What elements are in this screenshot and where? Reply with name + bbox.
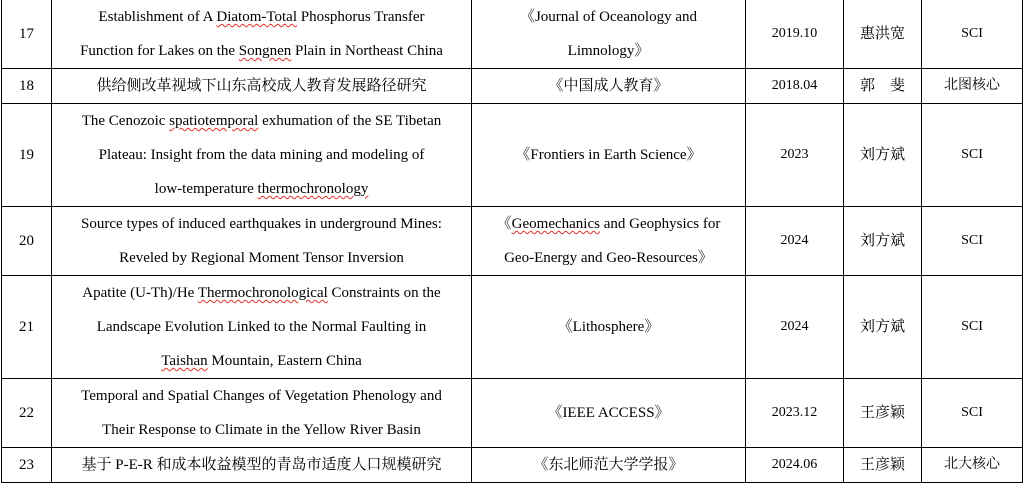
index-level: SCI	[922, 207, 1023, 276]
row-number: 22	[2, 379, 52, 448]
paper-title-line: Function for Lakes on the Songnen Plain in Northeast China	[80, 43, 443, 59]
author-name: 王彦颖	[844, 448, 922, 483]
table-row	[2, 104, 1023, 207]
paper-title-line: Reveled by Regional Moment Tensor Inversion	[119, 250, 404, 266]
paper-title-line: Temporal and Spatial Changes of Vegetation Phenology and	[81, 388, 442, 404]
journal-name-line: 《中国成人教育》	[548, 78, 669, 94]
row-number: 23	[2, 448, 52, 483]
index-level: SCI	[922, 104, 1023, 207]
table-row	[2, 276, 1023, 379]
table-row	[2, 0, 1023, 69]
publication-date: 2024	[746, 276, 844, 379]
index-level: SCI	[922, 0, 1023, 69]
journal-name-line: 《Journal of Oceanology and	[519, 9, 698, 25]
row-number: 18	[2, 69, 52, 104]
paper-title	[52, 69, 472, 104]
paper-title	[52, 104, 472, 207]
author-name: 王彦颖	[844, 379, 922, 448]
paper-title-line: Plateau: Insight from the data mining and modeling of	[98, 147, 425, 163]
journal-name	[472, 69, 746, 104]
table-row	[2, 69, 1023, 104]
paper-title	[52, 276, 472, 379]
paper-title-line: Establishment of A Diatom-Total Phosphorus Transfer	[98, 9, 425, 25]
row-number: 20	[2, 207, 52, 276]
journal-name-line: 《东北师范大学学报》	[533, 457, 684, 473]
index-level: SCI	[922, 276, 1023, 379]
author-name: 刘方斌	[844, 104, 922, 207]
journal-name	[472, 207, 746, 276]
row-number: 17	[2, 0, 52, 69]
publication-date: 2023.12	[746, 379, 844, 448]
journal-name	[472, 0, 746, 69]
author-name: 刘方斌	[844, 276, 922, 379]
journal-name	[472, 104, 746, 207]
journal-name	[472, 448, 746, 483]
publication-date: 2024	[746, 207, 844, 276]
paper-title-line: 供给侧改革视域下山东高校成人教育发展路径研究	[96, 78, 427, 94]
index-level: 北图核心	[922, 69, 1023, 104]
journal-name-line: 《Lithosphere》	[557, 319, 660, 335]
journal-name-line: Limnology》	[567, 43, 650, 59]
paper-title	[52, 207, 472, 276]
journal-name	[472, 276, 746, 379]
journal-name-line: 《IEEE ACCESS》	[547, 405, 670, 421]
publication-date: 2018.04	[746, 69, 844, 104]
paper-title-line: Landscape Evolution Linked to the Normal Faulting in	[96, 319, 427, 335]
index-level: SCI	[922, 379, 1023, 448]
paper-title-line: Taishan Mountain, Eastern China	[161, 353, 362, 369]
author-name: 刘方斌	[844, 207, 922, 276]
author-name: 惠洪宽	[844, 0, 922, 69]
table-row	[2, 379, 1023, 448]
paper-title	[52, 379, 472, 448]
paper-title-line: 基于 P-E-R 和成本收益模型的青岛市适度人口规模研究	[81, 457, 442, 473]
paper-title-line: The Cenozoic spatiotemporal exhumation of the SE Tibetan	[81, 113, 442, 129]
row-number: 21	[2, 276, 52, 379]
journal-name	[472, 379, 746, 448]
journal-name-line: Geo-Energy and Geo-Resources》	[504, 250, 713, 266]
author-name: 郭 斐	[844, 69, 922, 104]
paper-title-line: low-temperature thermochronology	[154, 181, 369, 197]
paper-title	[52, 448, 472, 483]
table-row	[2, 448, 1023, 483]
paper-title-line: Source types of induced earthquakes in underground Mines:	[81, 216, 442, 232]
paper-title	[52, 0, 472, 69]
table-row	[2, 207, 1023, 276]
paper-title-line: Their Response to Climate in the Yellow River Basin	[102, 422, 421, 438]
publications-table	[1, 0, 1023, 483]
paper-title-line: Apatite (U-Th)/He Thermochronological Constraints on the	[82, 285, 441, 301]
journal-name-line: 《Geomechanics and Geophysics for	[496, 216, 721, 232]
publication-date: 2024.06	[746, 448, 844, 483]
row-number: 19	[2, 104, 52, 207]
index-level: 北大核心	[922, 448, 1023, 483]
publication-date: 2019.10	[746, 0, 844, 69]
publication-date: 2023	[746, 104, 844, 207]
journal-name-line: 《Frontiers in Earth Science》	[515, 147, 702, 163]
